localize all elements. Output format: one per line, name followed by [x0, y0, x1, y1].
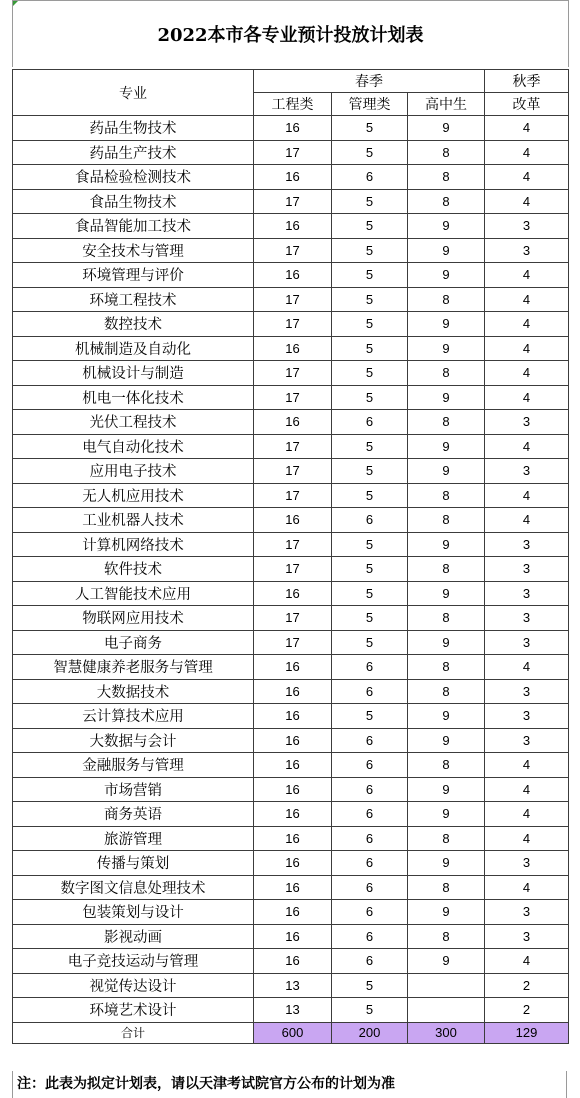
cell-highschool: 8 — [408, 189, 485, 214]
cell-management: 5 — [332, 581, 408, 606]
cell-major: 传播与策划 — [13, 851, 254, 876]
cell-management: 5 — [332, 973, 408, 998]
cell-highschool: 9 — [408, 459, 485, 484]
cell-major: 视觉传达设计 — [13, 973, 254, 998]
cell-engineering: 17 — [254, 287, 332, 312]
cell-engineering: 17 — [254, 606, 332, 631]
cell-engineering: 17 — [254, 385, 332, 410]
table-row — [13, 483, 569, 508]
cell-reform: 3 — [485, 238, 569, 263]
cell-major: 电气自动化技术 — [13, 434, 254, 459]
cell-engineering: 16 — [254, 655, 332, 680]
cell-management: 5 — [332, 704, 408, 729]
table-row — [13, 679, 569, 704]
cell-reform: 4 — [485, 165, 569, 190]
cell-reform: 4 — [485, 508, 569, 533]
cell-reform: 4 — [485, 777, 569, 802]
cell-engineering: 16 — [254, 924, 332, 949]
cell-major: 工业机器人技术 — [13, 508, 254, 533]
header-spring: 春季 — [254, 70, 485, 93]
cell-reform: 4 — [485, 753, 569, 778]
cell-major: 食品检验检测技术 — [13, 165, 254, 190]
table-row — [13, 826, 569, 851]
sheet-title — [12, 0, 569, 67]
cell-reform: 4 — [485, 949, 569, 974]
cell-management: 5 — [332, 312, 408, 337]
cell-management: 5 — [332, 532, 408, 557]
cell-reform: 2 — [485, 973, 569, 998]
cell-highschool: 8 — [408, 165, 485, 190]
cell-engineering: 17 — [254, 434, 332, 459]
cell-highschool: 9 — [408, 949, 485, 974]
table-row — [13, 336, 569, 361]
table-row — [13, 998, 569, 1023]
cell-highschool: 9 — [408, 630, 485, 655]
cell-management: 5 — [332, 361, 408, 386]
table-row — [13, 581, 569, 606]
table-row — [13, 385, 569, 410]
cell-engineering: 16 — [254, 753, 332, 778]
table-row — [13, 361, 569, 386]
cell-highschool: 8 — [408, 679, 485, 704]
cell-highschool: 9 — [408, 434, 485, 459]
cell-management: 6 — [332, 777, 408, 802]
cell-management: 5 — [332, 434, 408, 459]
cell-engineering: 17 — [254, 361, 332, 386]
cell-engineering: 16 — [254, 508, 332, 533]
cell-highschool: 9 — [408, 802, 485, 827]
cell-major: 电子竞技运动与管理 — [13, 949, 254, 974]
cell-management: 6 — [332, 875, 408, 900]
cell-highschool: 8 — [408, 287, 485, 312]
cell-major: 包装策划与设计 — [13, 900, 254, 925]
cell-engineering: 13 — [254, 998, 332, 1023]
table-row — [13, 263, 569, 288]
header-highschool: 高中生 — [408, 93, 485, 116]
cell-major: 安全技术与管理 — [13, 238, 254, 263]
cell-highschool — [408, 998, 485, 1023]
total-label: 合计 — [13, 1022, 254, 1043]
cell-major: 智慧健康养老服务与管理 — [13, 655, 254, 680]
cell-major: 环境管理与评价 — [13, 263, 254, 288]
cell-major: 机械制造及自动化 — [13, 336, 254, 361]
cell-engineering: 16 — [254, 165, 332, 190]
cell-engineering: 16 — [254, 851, 332, 876]
table-row — [13, 851, 569, 876]
cell-reform: 3 — [485, 630, 569, 655]
cell-major: 物联网应用技术 — [13, 606, 254, 631]
cell-highschool: 8 — [408, 753, 485, 778]
table-row — [13, 434, 569, 459]
cell-management: 5 — [332, 263, 408, 288]
header-autumn: 秋季 — [485, 70, 569, 93]
cell-reform: 4 — [485, 312, 569, 337]
cell-management: 5 — [332, 557, 408, 582]
cell-reform: 4 — [485, 336, 569, 361]
cell-highschool: 9 — [408, 532, 485, 557]
cell-management: 5 — [332, 606, 408, 631]
table-row — [13, 900, 569, 925]
cell-management: 6 — [332, 410, 408, 435]
cell-engineering: 17 — [254, 312, 332, 337]
cell-management: 6 — [332, 802, 408, 827]
table-row — [13, 189, 569, 214]
total-engineering: 600 — [254, 1022, 332, 1043]
cell-reform: 4 — [485, 655, 569, 680]
cell-major: 影视动画 — [13, 924, 254, 949]
cell-major: 食品智能加工技术 — [13, 214, 254, 239]
cell-engineering: 16 — [254, 900, 332, 925]
cell-reform: 3 — [485, 606, 569, 631]
table-row — [13, 165, 569, 190]
table-row — [13, 728, 569, 753]
table-row — [13, 753, 569, 778]
cell-engineering: 16 — [254, 410, 332, 435]
table-row — [13, 214, 569, 239]
cell-highschool: 9 — [408, 214, 485, 239]
cell-major: 电子商务 — [13, 630, 254, 655]
cell-major: 软件技术 — [13, 557, 254, 582]
cell-reform: 4 — [485, 116, 569, 141]
cell-highschool: 8 — [408, 361, 485, 386]
table-row — [13, 630, 569, 655]
cell-engineering: 17 — [254, 238, 332, 263]
cell-major: 大数据与会计 — [13, 728, 254, 753]
cell-reform: 3 — [485, 410, 569, 435]
cell-management: 6 — [332, 753, 408, 778]
cell-engineering: 16 — [254, 826, 332, 851]
cell-reform: 4 — [485, 385, 569, 410]
cell-management: 6 — [332, 508, 408, 533]
cell-engineering: 17 — [254, 557, 332, 582]
cell-highschool: 8 — [408, 924, 485, 949]
table-row — [13, 924, 569, 949]
cell-engineering: 16 — [254, 777, 332, 802]
cell-management: 6 — [332, 679, 408, 704]
cell-reform: 3 — [485, 679, 569, 704]
cell-management: 5 — [332, 630, 408, 655]
cell-major: 市场营销 — [13, 777, 254, 802]
plan-table — [12, 69, 569, 1044]
cell-highschool: 9 — [408, 385, 485, 410]
cell-management: 5 — [332, 459, 408, 484]
cell-reform: 3 — [485, 851, 569, 876]
cell-major: 机械设计与制造 — [13, 361, 254, 386]
total-row — [13, 1022, 569, 1043]
cell-reform: 3 — [485, 900, 569, 925]
table-row — [13, 312, 569, 337]
cell-management: 5 — [332, 287, 408, 312]
cell-highschool: 9 — [408, 238, 485, 263]
cell-highschool: 8 — [408, 483, 485, 508]
table-row — [13, 557, 569, 582]
cell-management: 5 — [332, 140, 408, 165]
cell-reform: 4 — [485, 802, 569, 827]
cell-management: 5 — [332, 483, 408, 508]
cell-major: 金融服务与管理 — [13, 753, 254, 778]
total-reform: 129 — [485, 1022, 569, 1043]
cell-reform: 4 — [485, 826, 569, 851]
table-row — [13, 238, 569, 263]
table-row — [13, 606, 569, 631]
cell-engineering: 16 — [254, 802, 332, 827]
cell-engineering: 16 — [254, 581, 332, 606]
cell-management: 5 — [332, 998, 408, 1023]
cell-engineering: 16 — [254, 949, 332, 974]
table-row — [13, 532, 569, 557]
cell-engineering: 16 — [254, 214, 332, 239]
cell-major: 大数据技术 — [13, 679, 254, 704]
cell-engineering: 16 — [254, 728, 332, 753]
table-row — [13, 777, 569, 802]
cell-management: 6 — [332, 900, 408, 925]
footnote: 注：此表为拟定计划表，请以天津考试院官方公布的计划为准 — [12, 1071, 567, 1098]
cell-major: 云计算技术应用 — [13, 704, 254, 729]
cell-reform: 3 — [485, 581, 569, 606]
cell-management: 5 — [332, 214, 408, 239]
cell-reform: 4 — [485, 140, 569, 165]
cell-engineering: 17 — [254, 189, 332, 214]
cell-major: 无人机应用技术 — [13, 483, 254, 508]
cell-major: 机电一体化技术 — [13, 385, 254, 410]
cell-management: 6 — [332, 728, 408, 753]
table-row — [13, 140, 569, 165]
cell-highschool: 8 — [408, 655, 485, 680]
cell-highschool: 9 — [408, 900, 485, 925]
cell-reform: 2 — [485, 998, 569, 1023]
cell-engineering: 13 — [254, 973, 332, 998]
header-major: 专业 — [13, 70, 254, 116]
cell-management: 6 — [332, 165, 408, 190]
cell-highschool: 8 — [408, 875, 485, 900]
cell-major: 人工智能技术应用 — [13, 581, 254, 606]
cell-engineering: 16 — [254, 116, 332, 141]
total-management: 200 — [332, 1022, 408, 1043]
cell-engineering: 16 — [254, 875, 332, 900]
cell-highschool: 8 — [408, 606, 485, 631]
cell-highschool: 8 — [408, 508, 485, 533]
table-row — [13, 287, 569, 312]
cell-highschool: 8 — [408, 826, 485, 851]
cell-engineering: 17 — [254, 140, 332, 165]
cell-management: 6 — [332, 655, 408, 680]
title-text: 2022本市各专业预计投放计划表 — [157, 25, 424, 46]
table-row — [13, 704, 569, 729]
cell-highschool: 9 — [408, 263, 485, 288]
cell-highschool: 9 — [408, 704, 485, 729]
table-row — [13, 508, 569, 533]
cell-major: 数控技术 — [13, 312, 254, 337]
cell-engineering: 16 — [254, 704, 332, 729]
cell-engineering: 17 — [254, 532, 332, 557]
cell-engineering: 16 — [254, 336, 332, 361]
cell-major: 环境工程技术 — [13, 287, 254, 312]
table-row — [13, 875, 569, 900]
cell-reform: 3 — [485, 704, 569, 729]
plan-table-body — [13, 116, 569, 1023]
cell-engineering: 16 — [254, 679, 332, 704]
cell-management: 5 — [332, 238, 408, 263]
cell-reform: 4 — [485, 361, 569, 386]
table-row — [13, 949, 569, 974]
table-row — [13, 973, 569, 998]
cell-reform: 3 — [485, 459, 569, 484]
cell-major: 光伏工程技术 — [13, 410, 254, 435]
cell-major: 药品生产技术 — [13, 140, 254, 165]
cell-major: 食品生物技术 — [13, 189, 254, 214]
header-management: 管理类 — [332, 93, 408, 116]
cell-engineering: 17 — [254, 459, 332, 484]
cell-highschool: 8 — [408, 410, 485, 435]
cell-highschool: 9 — [408, 777, 485, 802]
cell-highschool: 9 — [408, 312, 485, 337]
total-highschool: 300 — [408, 1022, 485, 1043]
cell-major: 旅游管理 — [13, 826, 254, 851]
cell-reform: 3 — [485, 557, 569, 582]
cell-highschool: 8 — [408, 140, 485, 165]
cell-highschool — [408, 973, 485, 998]
cell-management: 6 — [332, 826, 408, 851]
cell-reform: 3 — [485, 924, 569, 949]
header-engineering: 工程类 — [254, 93, 332, 116]
table-row — [13, 802, 569, 827]
cell-highschool: 9 — [408, 851, 485, 876]
cell-major: 数字图文信息处理技术 — [13, 875, 254, 900]
cell-highschool: 9 — [408, 336, 485, 361]
cell-major: 计算机网络技术 — [13, 532, 254, 557]
cell-management: 6 — [332, 851, 408, 876]
cell-management: 5 — [332, 336, 408, 361]
cell-reform: 4 — [485, 287, 569, 312]
cell-engineering: 17 — [254, 483, 332, 508]
header-row-1 — [13, 70, 569, 93]
cell-reform: 3 — [485, 728, 569, 753]
cell-engineering: 17 — [254, 630, 332, 655]
cell-reform: 4 — [485, 875, 569, 900]
cell-major: 环境艺术设计 — [13, 998, 254, 1023]
cell-management: 5 — [332, 116, 408, 141]
cell-management: 5 — [332, 189, 408, 214]
cell-reform: 4 — [485, 263, 569, 288]
cell-major: 商务英语 — [13, 802, 254, 827]
cell-management: 5 — [332, 385, 408, 410]
table-row — [13, 459, 569, 484]
table-row — [13, 116, 569, 141]
cell-management: 6 — [332, 949, 408, 974]
cell-reform: 3 — [485, 532, 569, 557]
cell-highschool: 9 — [408, 116, 485, 141]
table-row — [13, 655, 569, 680]
cell-major: 药品生物技术 — [13, 116, 254, 141]
cell-highschool: 8 — [408, 557, 485, 582]
cell-highschool: 9 — [408, 728, 485, 753]
cell-highschool: 9 — [408, 581, 485, 606]
cell-major: 应用电子技术 — [13, 459, 254, 484]
header-reform: 改革 — [485, 93, 569, 116]
cell-reform: 4 — [485, 434, 569, 459]
cell-engineering: 16 — [254, 263, 332, 288]
table-row — [13, 410, 569, 435]
cell-management: 6 — [332, 924, 408, 949]
cell-reform: 4 — [485, 483, 569, 508]
cell-reform: 3 — [485, 214, 569, 239]
cell-reform: 4 — [485, 189, 569, 214]
